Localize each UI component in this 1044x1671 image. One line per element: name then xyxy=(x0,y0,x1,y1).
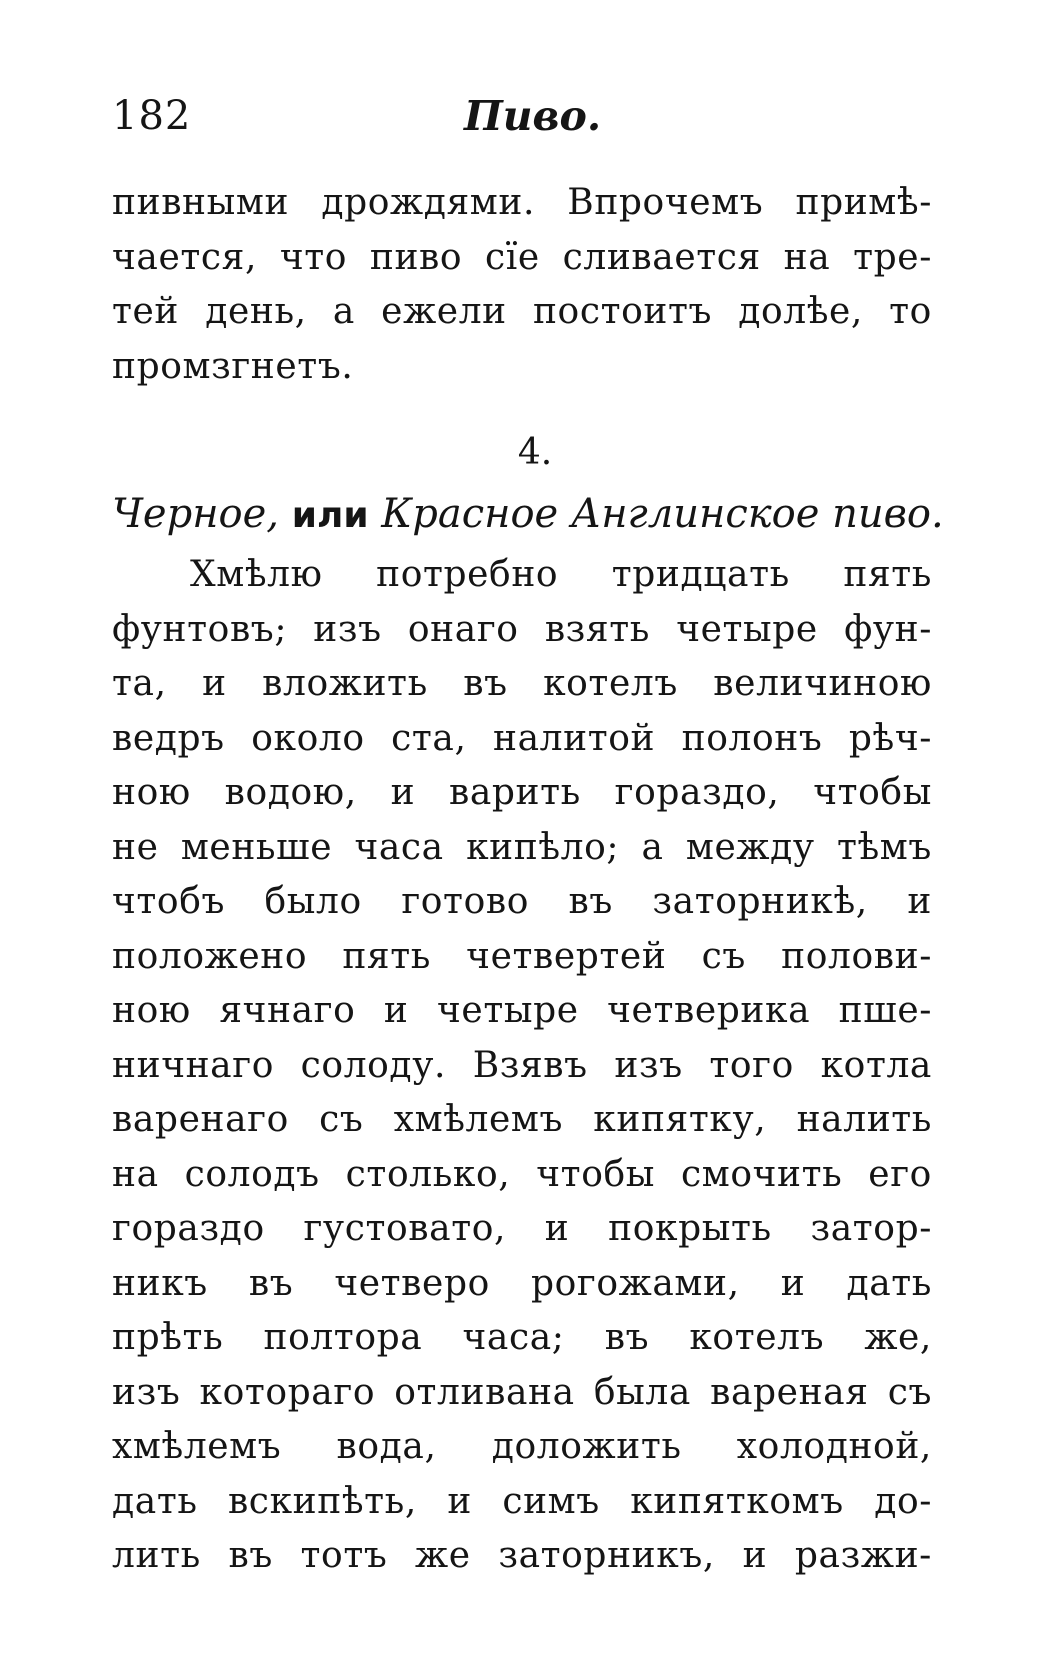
word: заторникѣ, xyxy=(652,881,868,922)
word: четвертей xyxy=(466,935,667,977)
word: ежели xyxy=(381,291,507,332)
text-line xyxy=(112,1039,932,1094)
word: дать xyxy=(112,1480,198,1522)
text-line xyxy=(112,1366,932,1421)
word: съ xyxy=(319,1099,364,1140)
word: то xyxy=(889,291,932,332)
continuation-paragraph xyxy=(112,176,932,394)
text-line xyxy=(112,930,932,985)
word: тей xyxy=(112,291,180,332)
section-title-part2: Красное Англинское пиво. xyxy=(381,491,944,537)
word: положено xyxy=(112,935,308,977)
word: день, xyxy=(205,291,307,332)
word: Взявъ xyxy=(472,1044,588,1086)
word: тѣмъ xyxy=(836,826,932,868)
text-line xyxy=(112,1311,932,1366)
word: меньше xyxy=(180,826,333,868)
word: четверо xyxy=(334,1262,490,1304)
word: тотъ xyxy=(300,1535,388,1576)
text-line xyxy=(112,603,932,658)
word: сїе xyxy=(485,236,540,278)
word: отливана xyxy=(394,1371,575,1413)
word: онаго xyxy=(407,608,519,650)
word: полонъ xyxy=(681,717,823,759)
text-line xyxy=(112,875,932,930)
word: пше- xyxy=(838,990,932,1031)
word: было xyxy=(264,881,362,922)
text-line xyxy=(112,1257,932,1312)
text-line xyxy=(112,1529,932,1584)
word: котла xyxy=(820,1044,932,1086)
word: и xyxy=(544,1208,570,1249)
word: и xyxy=(390,772,416,813)
word: Хмѣлю xyxy=(190,554,323,595)
word: гораздо xyxy=(112,1208,265,1249)
word: долѣе, xyxy=(738,291,863,332)
word: налить xyxy=(796,1099,932,1140)
word: дать xyxy=(846,1262,932,1304)
word: часа; xyxy=(462,1317,565,1358)
word: солоду. xyxy=(300,1044,447,1086)
word: тре- xyxy=(853,236,932,278)
word: четверика xyxy=(607,990,811,1031)
text-line xyxy=(112,1475,932,1530)
word: хмѣлемъ xyxy=(112,1426,282,1467)
text-line xyxy=(112,1202,932,1257)
word: варить xyxy=(448,772,581,813)
word: на xyxy=(112,1153,159,1195)
text-line xyxy=(112,766,932,821)
word: фунтовъ; xyxy=(112,608,288,650)
word: что xyxy=(279,236,348,278)
word: фун- xyxy=(844,608,932,650)
word: ячнаго xyxy=(219,990,356,1031)
word: разжи- xyxy=(794,1535,932,1576)
text-line xyxy=(112,1420,932,1475)
word: пять xyxy=(843,554,932,595)
word: затор- xyxy=(810,1208,932,1249)
recipe-paragraph xyxy=(112,548,932,1584)
word: между xyxy=(685,826,815,868)
word: ведръ xyxy=(112,717,225,759)
word: вареная xyxy=(710,1371,869,1413)
word: кипяткомъ xyxy=(630,1480,844,1522)
text-line xyxy=(112,657,932,712)
word: въ xyxy=(248,1262,294,1304)
page-number: 182 xyxy=(112,93,192,139)
word: же, xyxy=(864,1317,932,1358)
word: вскипѣть, xyxy=(227,1480,417,1522)
text-line xyxy=(112,285,932,340)
word: доложить xyxy=(491,1426,682,1467)
section-title-part1: Черное, xyxy=(112,491,280,537)
word: взять xyxy=(544,608,650,650)
word: ною xyxy=(112,772,191,813)
word: постоитъ xyxy=(532,291,712,332)
text-line xyxy=(112,712,932,767)
word: была xyxy=(593,1371,691,1413)
word: его xyxy=(868,1153,932,1195)
word: величиною xyxy=(713,663,932,704)
text-line xyxy=(112,1148,932,1203)
text-line xyxy=(112,1093,932,1148)
word: симъ xyxy=(502,1480,600,1522)
word: заторникъ, xyxy=(498,1535,715,1576)
word: въ xyxy=(604,1317,650,1358)
word: кипятку, xyxy=(593,1099,767,1140)
word: четыре xyxy=(676,608,818,650)
word: холодной, xyxy=(736,1426,932,1467)
word: и xyxy=(202,663,227,704)
text-line xyxy=(112,176,932,231)
word: лить xyxy=(112,1535,201,1576)
word: смочить xyxy=(680,1153,843,1195)
word: чается, xyxy=(112,236,258,278)
word: ною xyxy=(112,990,191,1031)
word: Впрочемъ xyxy=(567,182,764,223)
word: налитой xyxy=(493,717,656,759)
word: рѣч- xyxy=(848,717,932,759)
word: кипѣло; xyxy=(466,826,620,868)
page-header xyxy=(112,88,932,148)
running-head: Пиво. xyxy=(464,92,602,140)
text-line xyxy=(112,340,932,395)
word: рогожами, xyxy=(530,1262,740,1304)
word: котелъ xyxy=(689,1317,825,1358)
word: изъ xyxy=(112,1371,181,1413)
word: ничнаго xyxy=(112,1044,274,1086)
section-title-connector: или xyxy=(291,495,369,536)
word: четыре xyxy=(437,990,579,1031)
word: вложить xyxy=(262,663,428,704)
text-line xyxy=(112,548,932,603)
word: пять xyxy=(342,935,431,977)
word: чтобы xyxy=(536,1153,655,1195)
word: съ xyxy=(887,1371,932,1413)
word: покрыть xyxy=(608,1208,772,1249)
word: полтора xyxy=(263,1317,423,1358)
word: сливается xyxy=(562,236,761,278)
word: солодъ xyxy=(184,1153,320,1195)
word: дрождями. xyxy=(321,182,536,223)
word: хмѣлемъ xyxy=(393,1099,563,1140)
word: и xyxy=(742,1535,768,1576)
section-title xyxy=(112,486,944,544)
word: въ xyxy=(463,663,508,704)
word: чтобы xyxy=(813,772,932,813)
word: и xyxy=(447,1480,472,1522)
word: не xyxy=(112,826,159,868)
word: чтобъ xyxy=(112,881,225,922)
word: никъ xyxy=(112,1262,208,1304)
word: и xyxy=(907,881,932,922)
word: и xyxy=(383,990,409,1031)
word: потребно xyxy=(376,554,559,595)
word: котелъ xyxy=(543,663,678,704)
word: полови- xyxy=(781,935,932,977)
word: до- xyxy=(874,1480,932,1522)
word: а xyxy=(332,291,355,332)
word: пиво xyxy=(369,236,463,278)
word: изъ xyxy=(313,608,382,650)
word: водою, xyxy=(224,772,357,813)
word: въ xyxy=(228,1535,273,1576)
word: съ xyxy=(701,935,746,977)
word: же xyxy=(415,1535,471,1576)
word: котораго xyxy=(199,1371,376,1413)
word: прѣть xyxy=(112,1317,224,1358)
word: въ xyxy=(568,881,613,922)
word: а xyxy=(641,826,664,868)
text-line xyxy=(112,821,932,876)
word: вода, xyxy=(336,1426,437,1467)
text-line xyxy=(112,984,932,1039)
section-number: 4. xyxy=(517,432,553,473)
word: ста, xyxy=(391,717,467,759)
word: изъ xyxy=(614,1044,683,1086)
word: того xyxy=(709,1044,794,1086)
word: готово xyxy=(401,881,529,922)
word: варенаго xyxy=(112,1099,289,1140)
word: около xyxy=(251,717,365,759)
text-line xyxy=(112,231,932,286)
word: густовато, xyxy=(303,1208,507,1249)
word: столько, xyxy=(345,1153,511,1195)
word: часа xyxy=(354,826,444,868)
line-text: промзгнетъ. xyxy=(112,345,354,387)
word: примѣ- xyxy=(795,182,932,223)
word: тридцать xyxy=(611,554,790,595)
word: гораздо, xyxy=(614,772,780,813)
word: пивными xyxy=(112,182,290,223)
word: та, xyxy=(112,663,167,704)
word: на xyxy=(783,236,831,278)
word: и xyxy=(780,1262,806,1304)
